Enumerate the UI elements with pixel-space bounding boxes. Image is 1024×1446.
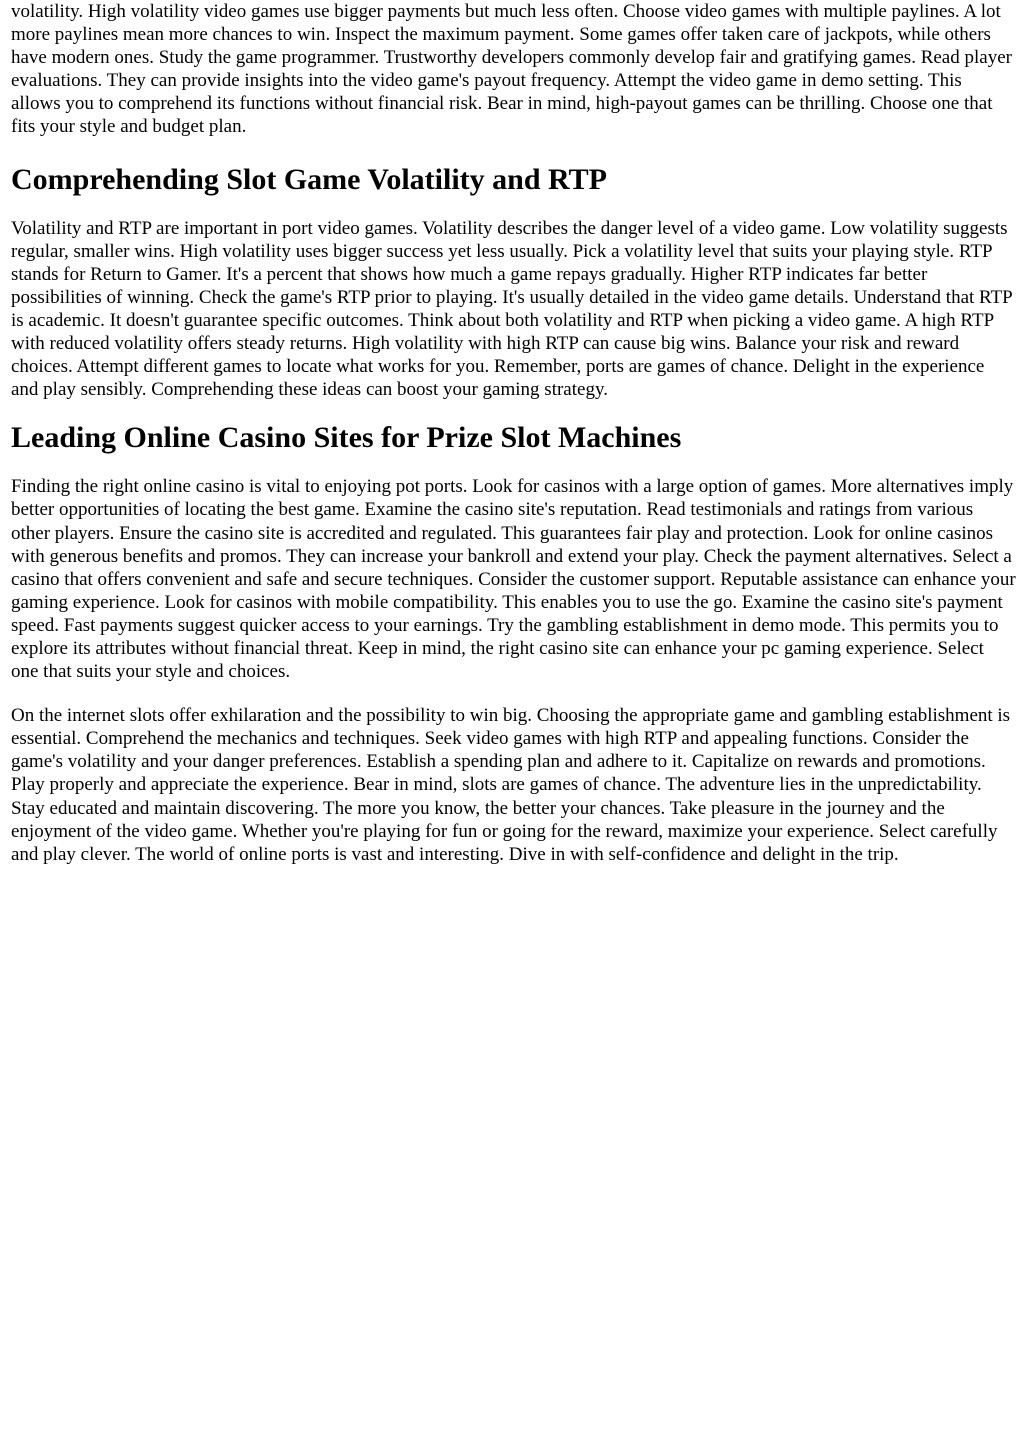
section-paragraph-volatility-rtp: Volatility and RTP are important in port video games. Volatility describes the danger level of a video game. Low volatility suggests regular, smaller wins. High volatility uses bigger success yet less usually. Pick a volatility level that suits your playing style. RTP stands for Return to Gamer. It's a percent that shows how much a game repays gradually. Higher RTP indicates far better possibilities of winning. Check the game's RTP prior to playing. It's usually detailed in the video game details. Understand that RTP is academic. It doesn't guarantee specific outcomes. Think about both volatility and RTP when picking a video game. A high RTP with reduced volatility offers steady returns. High volatility with high RTP can cause big wins. Balance your risk and reward choices. Attempt different games to locate what works for you. Remember, ports are games of chance. Delight in the experience and play sensibly. Comprehending these ideas can boost your gaming strategy. xyxy=(11,217,1013,401)
section-heading-casino-sites: Leading Online Casino Sites for Prize Slot Machines xyxy=(11,421,682,455)
section-heading-volatility-rtp: Comprehending Slot Game Volatility and RTP xyxy=(11,162,607,196)
closing-paragraph: On the internet slots offer exhilaration and the possibility to win big. Choosing the appropriate game and gambling establishment is essential. Comprehend the mechanics and techniques. Seek video games with high RTP and appealing functions. Consider the game's volatility and your danger preferences. Establish a spending plan and adhere to it. Capitalize on rewards and promotions. Play properly and appreciate the experience. Bear in mind, slots are games of chance. The adventure lies in the unpredictability. Stay educated and maintain discovering. The more you know, the better your chances. Take pleasure in the journey and the enjoyment of the video game. Whether you're playing for fun or going for the reward, maximize your experience. Select carefully and play clever. The world of online ports is vast and interesting. Dive in with self-confidence and delight in the trip. xyxy=(11,705,1011,865)
intro-paragraph: volatility. High volatility video games use bigger payments but much less often. Choose video games with multiple paylines. A lot more paylines mean more chances to win. Inspect the maximum payment. Some games offer taken care of jackpots, while others have modern ones. Study the game programmer. Trustworthy developers commonly develop fair and gratifying games. Read player evaluations. They can provide insights into the video game's payout frequency. Attempt the video game in demo setting. This allows you to comprehend its functions without financial risk. Bear in mind, high-payout games can be thrilling. Choose one that fits your style and budget plan. xyxy=(11,1,1012,138)
section-paragraph-casino-sites: Finding the right online casino is vital to enjoying pot ports. Look for casinos with a large option of games. More alternatives imply better opportunities of locating the best game. Examine the casino site's reputation. Read testimonials and ratings from various other players. Ensure the casino site is accredited and regulated. This guarantees fair play and protection. Look for online casinos with generous benefits and promos. They can increase your bankroll and extend your play. Check the payment alternatives. Select a casino that offers convenient and safe and secure techniques. Consider the customer support. Reputable assistance can enhance your gaming experience. Look for casinos with mobile compatibility. This enables you to use the go. Examine the casino site's payment speed. Fast payments suggest quicker access to your earnings. Try the gambling establishment in demo mode. This permits you to explore its attributes without financial threat. Keep in mind, the right casino site can enhance your pc gaming experience. Select one that suits your style and choices. xyxy=(11,476,1016,683)
